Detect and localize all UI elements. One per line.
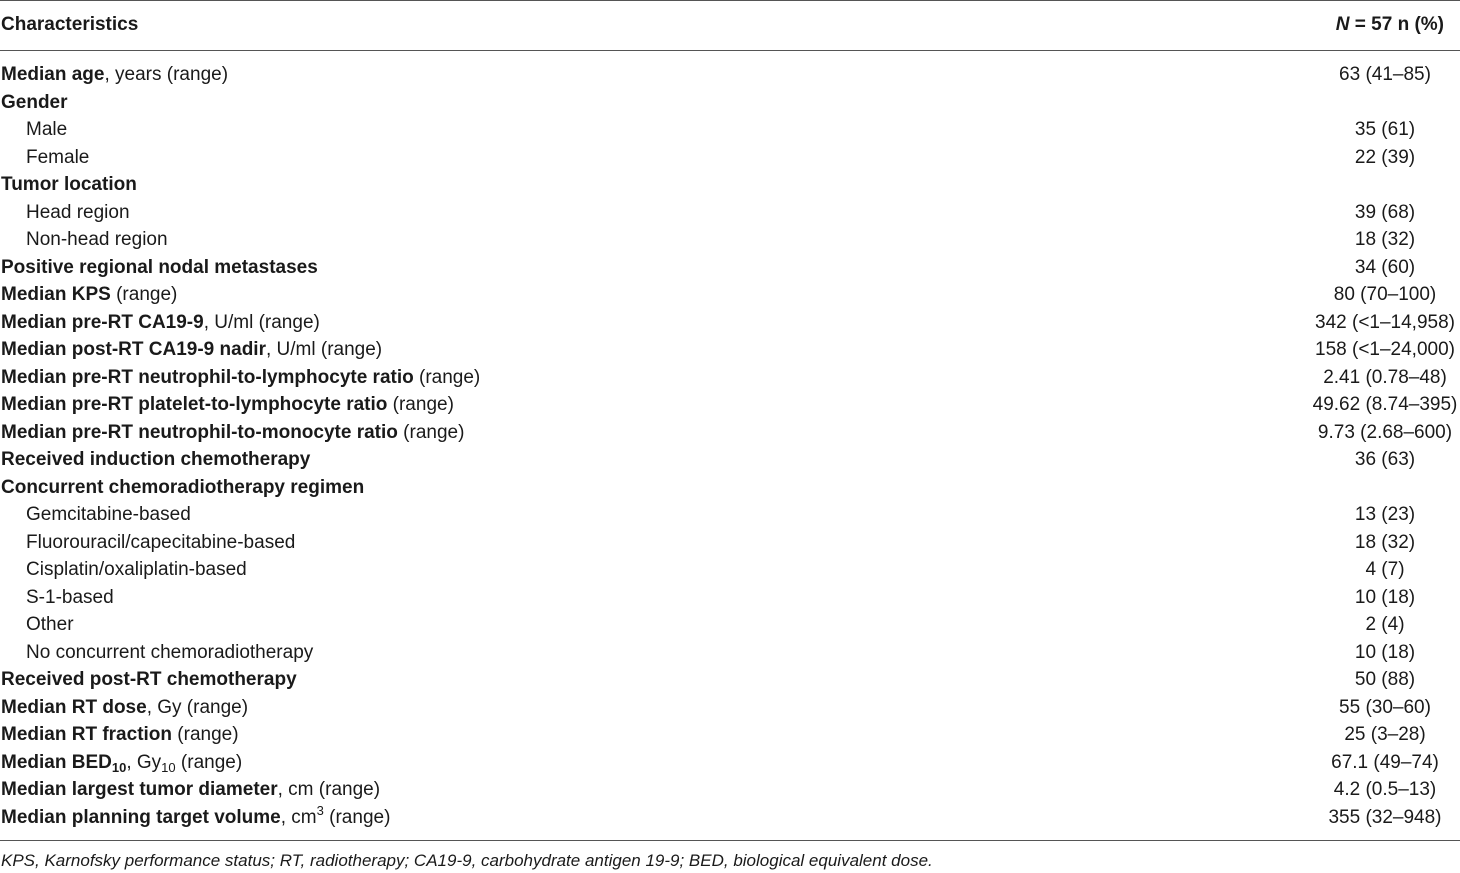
header-rule <box>0 50 1460 51</box>
row-label-text: Female <box>26 146 90 168</box>
row-label-bold-subscript: 10 <box>111 759 127 775</box>
table-row <box>0 448 1460 476</box>
row-label-rest: , cm <box>280 806 317 828</box>
row-label-text: Non-head region <box>26 229 168 250</box>
row-label <box>26 613 74 637</box>
row-label <box>1 421 464 445</box>
row-label <box>1 173 137 197</box>
row-label-bold-text: Median BED <box>1 751 112 773</box>
row-value: 67.1 (49–74) <box>1331 751 1439 773</box>
row-value: 39 (68) <box>1354 201 1416 223</box>
row-label-bold <box>1 752 126 773</box>
row-value: 342 (<1–14,958) <box>1315 311 1455 333</box>
row-label-text: Male <box>26 119 68 140</box>
row-label-rest: (range) <box>397 421 465 443</box>
row-label <box>1 393 454 417</box>
row-label <box>1 256 318 280</box>
row-value: 9.73 (2.68–600) <box>1317 421 1453 443</box>
row-label-bold-text: Median RT fraction <box>1 724 173 745</box>
row-label-bold <box>1 724 172 745</box>
row-label <box>1 802 391 830</box>
table-row <box>0 802 1460 834</box>
row-label <box>26 503 191 527</box>
row-label <box>1 448 310 472</box>
row-label <box>1 696 248 720</box>
row-label-rest: , Gy <box>126 751 162 773</box>
row-label-bold-text: Median RT dose <box>1 696 147 718</box>
row-label <box>26 118 67 142</box>
row-label-bold <box>1 339 266 360</box>
row-value: 10 (18) <box>1354 586 1416 608</box>
row-label-bold <box>1 92 68 113</box>
table-row <box>0 63 1460 91</box>
row-label-bold <box>1 449 310 470</box>
row-label-rest: , Gy (range) <box>146 696 249 718</box>
row-label <box>1 91 68 115</box>
row-value: 355 (32–948) <box>1328 806 1442 828</box>
row-label-subscript: 10 <box>161 759 176 775</box>
row-value: 63 (41–85) <box>1339 64 1431 85</box>
row-value: 36 (63) <box>1354 449 1416 470</box>
row-label-bold-text: Median pre-RT neutrophil-to-monocyte ratio <box>1 421 398 443</box>
table-row <box>0 228 1460 256</box>
row-label-bold <box>1 394 387 415</box>
row-label-bold-text: Median pre-RT neutrophil-to-lymphocyte ratio <box>1 366 414 388</box>
row-label <box>26 201 130 225</box>
row-label-bold <box>1 367 414 388</box>
table-row <box>0 531 1460 559</box>
table-row <box>0 778 1460 806</box>
row-label-bold-text: Median age <box>1 64 105 85</box>
row-label <box>26 641 313 665</box>
table-header-row <box>0 0 1460 50</box>
row-label-rest: (range) <box>110 284 178 305</box>
row-label-bold-text: Median largest tumor diameter <box>1 779 278 800</box>
header-characteristics: Characteristics <box>1 14 139 35</box>
row-value: 10 (18) <box>1354 641 1416 663</box>
table-row <box>0 338 1460 366</box>
row-label <box>1 338 382 362</box>
header-n-count <box>1336 14 1444 36</box>
row-label <box>1 476 364 500</box>
row-label <box>26 586 114 610</box>
row-label-rest-suffix: (range) <box>175 751 243 773</box>
row-value: 22 (39) <box>1354 146 1416 168</box>
row-label-text: Other <box>26 614 74 635</box>
row-label-rest: , U/ml (range) <box>203 311 320 333</box>
row-label <box>1 311 320 335</box>
row-label <box>1 751 242 775</box>
row-label-rest: (range) <box>172 724 239 745</box>
row-label <box>1 778 380 802</box>
table-row <box>0 696 1460 724</box>
table-row <box>0 421 1460 449</box>
row-label <box>1 366 480 390</box>
table-bottom-rule <box>0 840 1460 841</box>
header-n-rest: = 57 n (%) <box>1349 14 1444 35</box>
table-row <box>0 201 1460 229</box>
row-value: 80 (70–100) <box>1333 284 1437 305</box>
row-value: 2.41 (0.78–48) <box>1323 366 1447 388</box>
row-label-bold <box>1 669 297 690</box>
table-row <box>0 668 1460 696</box>
row-value: 18 (32) <box>1354 229 1416 250</box>
table-row <box>0 586 1460 614</box>
row-label <box>1 63 228 87</box>
row-label-bold-text: Received post-RT chemotherapy <box>1 669 297 690</box>
row-label-bold <box>1 477 364 498</box>
table-row <box>0 256 1460 284</box>
row-label-bold-text: Tumor location <box>1 174 137 195</box>
row-label-superscript: 3 <box>316 802 324 818</box>
row-label-bold <box>1 312 204 333</box>
row-label-bold-text: Median post-RT CA19-9 nadir <box>1 339 266 360</box>
row-label-rest-suffix: (range) <box>323 806 391 828</box>
row-value: 55 (30–60) <box>1339 696 1431 718</box>
row-value: 13 (23) <box>1354 504 1416 525</box>
row-label-bold-text: Median KPS <box>1 284 111 305</box>
row-label-bold-text: Median pre-RT CA19-9 <box>1 311 204 333</box>
row-label <box>26 146 89 170</box>
header-n-symbol: N <box>1335 14 1350 35</box>
row-label-bold-text: Concurrent chemoradiotherapy regimen <box>1 476 365 498</box>
row-label-bold <box>1 697 147 718</box>
row-label-bold <box>1 284 111 305</box>
row-label-bold-text: Received induction chemotherapy <box>1 449 311 470</box>
row-label <box>1 668 297 692</box>
row-value: 34 (60) <box>1354 256 1416 278</box>
table-row <box>0 558 1460 586</box>
row-label-rest: (range) <box>413 366 481 388</box>
row-label <box>26 531 295 555</box>
row-label-bold-text: Median pre-RT platelet-to-lymphocyte ratio <box>1 394 388 415</box>
row-label-bold <box>1 64 104 85</box>
row-value: 18 (32) <box>1354 531 1416 553</box>
table-row <box>0 173 1460 201</box>
row-label-text: Gemcitabine-based <box>26 504 191 525</box>
table-row <box>0 393 1460 421</box>
row-label <box>26 228 168 252</box>
table-row <box>0 311 1460 339</box>
row-value: 35 (61) <box>1354 119 1416 140</box>
table-body <box>0 63 1460 833</box>
table-row <box>0 751 1460 779</box>
table-row <box>0 476 1460 504</box>
row-value: 4 (7) <box>1365 559 1405 580</box>
row-label-text: S-1-based <box>26 586 114 608</box>
table-row <box>0 723 1460 751</box>
table-row <box>0 91 1460 119</box>
row-label-rest: , U/ml (range) <box>265 339 383 360</box>
row-value: 49.62 (8.74–395) <box>1312 394 1458 415</box>
row-label <box>26 558 247 582</box>
row-label <box>1 283 177 307</box>
row-label-bold <box>1 779 278 800</box>
table-row <box>0 366 1460 394</box>
row-label-bold <box>1 257 318 278</box>
row-value: 158 (<1–24,000) <box>1315 339 1455 360</box>
row-label-rest: (range) <box>387 394 454 415</box>
row-label-text: Cisplatin/oxaliplatin-based <box>26 559 247 580</box>
row-value: 50 (88) <box>1354 669 1416 690</box>
table-row <box>0 283 1460 311</box>
row-label-text: Fluorouracil/capecitabine-based <box>26 531 296 553</box>
row-label-text: Head region <box>26 201 130 223</box>
row-label-rest: , cm (range) <box>277 779 381 800</box>
table-row <box>0 118 1460 146</box>
row-label-bold-text: Median planning target volume <box>1 806 281 828</box>
row-label-bold <box>1 174 137 195</box>
row-label-rest: , years (range) <box>104 64 229 85</box>
table-row <box>0 503 1460 531</box>
table-row <box>0 146 1460 174</box>
row-value: 2 (4) <box>1365 614 1405 635</box>
row-label-bold-text: Positive regional nodal metastases <box>1 256 318 278</box>
row-label-bold <box>1 807 281 828</box>
table-row <box>0 641 1460 669</box>
row-value: 4.2 (0.5–13) <box>1333 779 1437 800</box>
row-label-text: No concurrent chemoradiotherapy <box>26 641 314 663</box>
row-value: 25 (3–28) <box>1344 724 1426 745</box>
table-row <box>0 613 1460 641</box>
row-label-bold <box>1 422 398 443</box>
row-label <box>1 723 239 747</box>
row-label-bold-text: Gender <box>1 91 68 113</box>
table-footnote: KPS, Karnofsky performance status; RT, radiotherapy; CA19-9, carbohydrate antigen 19-9; BED, biological equivalent dose. <box>1 851 933 870</box>
